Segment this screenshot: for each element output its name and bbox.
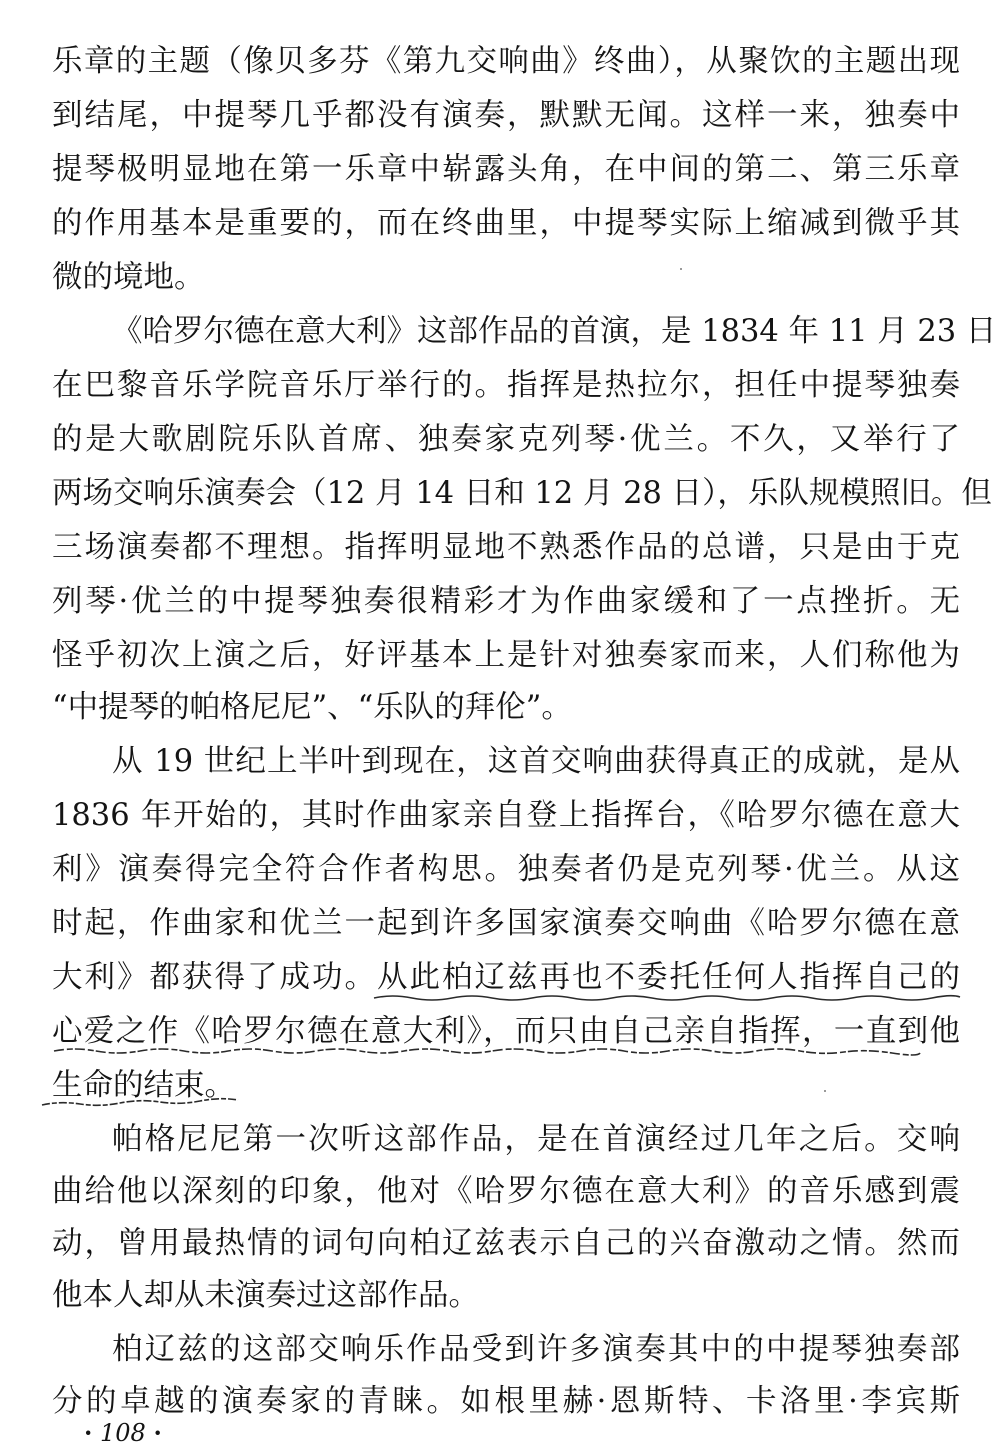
page-number-dot: ·	[84, 1418, 93, 1447]
text-line: 从 19 世纪上半叶到现在，这首交响曲获得真正的成就，是从	[112, 744, 960, 779]
text-line: 乐章的主题（像贝多芬《第九交响曲》终曲），从聚饮的主题出现	[52, 44, 960, 79]
text-line: 列琴·优兰的中提琴独奏很精彩才为作曲家缓和了一点挫折。无	[52, 584, 960, 619]
text-line: 的作用基本是重要的，而在终曲里，中提琴实际上缩减到微乎其	[52, 206, 960, 241]
text-line: 动，曾用最热情的词句向柏辽兹表示自己的兴奋激动之情。然而	[52, 1226, 960, 1261]
text-line: 微的境地。	[52, 260, 205, 295]
text-line: 1836 年开始的，其时作曲家亲自登上指挥台，《哈罗尔德在意大	[52, 798, 960, 833]
page-number	[84, 1418, 162, 1448]
text-line: 利》演奏得完全符合作者构思。独奏者仍是克列琴·优兰。从这	[52, 852, 960, 887]
text-line: 三场演奏都不理想。指挥明显地不熟悉作品的总谱，只是由于克	[52, 530, 960, 565]
text-line: 帕格尼尼第一次听这部作品，是在首演经过几年之后。交响	[112, 1122, 960, 1157]
text-line: 两场交响乐演奏会（12 月 14 日和 12 月 28 日），乐队规模照旧。但	[52, 476, 992, 511]
text-line: 怪乎初次上演之后，好评基本上是针对独奏家而来，人们称他为	[52, 638, 960, 673]
scan-speck	[824, 1090, 826, 1092]
text-line: 他本人却从未演奏过这部作品。	[52, 1278, 479, 1313]
text-line: 时起，作曲家和优兰一起到许多国家演奏交响曲《哈罗尔德在意	[52, 906, 960, 941]
text-line: 到结尾，中提琴几乎都没有演奏，默默无闻。这样一来，独奏中	[52, 98, 960, 133]
text-line: 的是大歌剧院乐队首席、独奏家克列琴·优兰。不久，又举行了	[52, 422, 960, 457]
scan-speck	[680, 268, 682, 270]
text-line: 生命的结束。	[52, 1068, 235, 1103]
text-line: 曲给他以深刻的印象，他对《哈罗尔德在意大利》的音乐感到震	[52, 1174, 960, 1209]
page-number-value: 108	[100, 1419, 146, 1447]
text-line: 分的卓越的演奏家的青睐。如根里赫·恩斯特、卡洛里·李宾斯	[52, 1384, 960, 1419]
text-line: 提琴极明显地在第一乐章中崭露头角，在中间的第二、第三乐章	[52, 152, 960, 187]
text-line: 大利》都获得了成功。从此柏辽兹再也不委托任何人指挥自己的	[52, 960, 960, 995]
text-line: 《哈罗尔德在意大利》这部作品的首演，是 1834 年 11 月 23 日	[112, 314, 997, 349]
text-line: 在巴黎音乐学院音乐厅举行的。指挥是热拉尔，担任中提琴独奏	[52, 368, 960, 403]
text-line: “中提琴的帕格尼尼”、“乐队的拜伦”。	[52, 690, 572, 725]
page-number-dot: ·	[153, 1418, 162, 1447]
text-line: 心爱之作《哈罗尔德在意大利》，而只由自己亲自指挥，一直到他	[52, 1014, 960, 1049]
text-line: 柏辽兹的这部交响乐作品受到许多演奏其中的中提琴独奏部	[112, 1332, 960, 1367]
